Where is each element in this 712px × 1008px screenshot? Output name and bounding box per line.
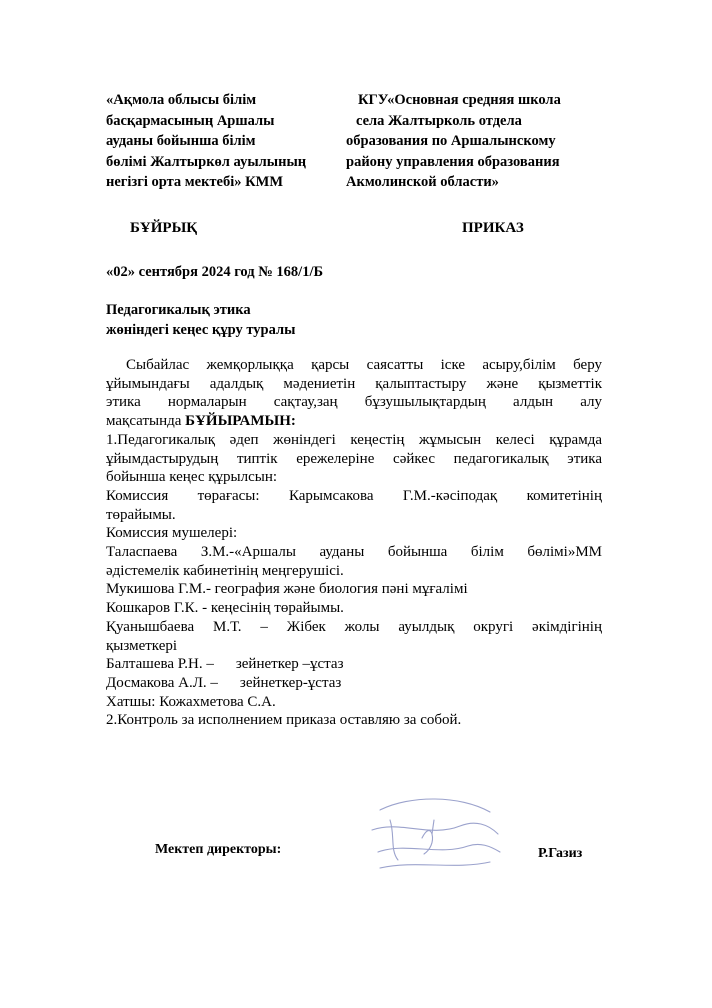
header-kazakh-line: ауданы бойынша білім bbox=[106, 133, 256, 149]
intro-last-line bbox=[106, 412, 602, 431]
header-kazakh-line: «Ақмола облысы білім bbox=[106, 92, 257, 108]
header-kazakh-line: негізгі орта мектебі» КММ bbox=[106, 174, 284, 190]
member-line: Қуанышбаева М.Т. – Жібек жолы ауылдық округі әкімдігінің bbox=[106, 618, 602, 635]
header-russian bbox=[346, 90, 561, 193]
director-name: Р.Газиз bbox=[538, 846, 583, 861]
title-russian: ПРИКАЗ bbox=[462, 220, 524, 236]
decree-word: БҰЙЫРАМЫН: bbox=[185, 413, 296, 430]
order-date-number: «02» сентября 2024 год № 168/1/Б bbox=[106, 264, 324, 280]
member-name: Балташева Р.Н. – bbox=[106, 656, 214, 673]
member-line: Мукишова Г.М.- география және биология пәні мұғалімі bbox=[106, 581, 468, 598]
title-kazakh: БҰЙРЫҚ bbox=[130, 220, 198, 236]
header-russian-line: КГУ«Основная средняя школа bbox=[358, 92, 561, 108]
intro-line: этика нормаларын сақтау,заң бұзушылықтардың алдын алу bbox=[106, 394, 602, 411]
header-russian-line: образования по Аршалынскому bbox=[346, 133, 556, 149]
header-kazakh-line: бөлімі Жалтыркөл ауылының bbox=[106, 153, 307, 170]
header-russian-line: села Жалтырколь отдела bbox=[356, 112, 522, 129]
handwritten-signature-icon bbox=[360, 790, 510, 880]
order-body bbox=[106, 356, 602, 730]
subject-line: жөніндегі кеңес құру туралы bbox=[106, 322, 296, 338]
header-kazakh bbox=[106, 90, 306, 193]
member-line: Таласпаева З.М.-«Аршалы ауданы бойынша білім бөлімі»ММ bbox=[106, 544, 602, 561]
member-line bbox=[106, 674, 602, 693]
member-line bbox=[106, 655, 602, 674]
order-subject bbox=[106, 300, 295, 340]
director-label: Мектеп директоры: bbox=[155, 842, 282, 857]
paragraph-2: 2.Контроль за исполнением приказа оставляю за собой. bbox=[106, 712, 462, 729]
member-role: зейнеткер –ұстаз bbox=[235, 656, 344, 673]
member-line: қызметкері bbox=[106, 637, 178, 654]
subject-line: Педагогикалық этика bbox=[106, 302, 251, 318]
chair-line: төрайымы. bbox=[106, 506, 176, 523]
member-name: Досмакова А.Л. – bbox=[106, 674, 218, 691]
secretary-line: Хатшы: Кожахметова С.А. bbox=[106, 693, 276, 710]
paragraph-1-line: бойынша кеңес құрылсын: bbox=[106, 469, 278, 486]
chair-line: Комиссия төрағасы: Карымсакова Г.М.-кәсіподақ комитетінің bbox=[106, 487, 602, 504]
header-kazakh-line: басқармасының Аршалы bbox=[106, 112, 275, 129]
paragraph-1-line: 1.Педагогикалық әдеп жөніндегі кеңестің жұмысын келесі құрамда bbox=[106, 431, 602, 448]
member-role: зейнеткер-ұстаз bbox=[239, 674, 342, 691]
paragraph-1-line: ұйымдастырудың типтік ережелеріне сәйкес педагогикалық этика bbox=[106, 450, 602, 467]
intro-line: Сыбайлас жемқорлыққа қарсы саясатты іске асыру,білім беру bbox=[126, 357, 602, 373]
members-label: Комиссия мушелері: bbox=[106, 525, 238, 542]
header-russian-line: району управления образования bbox=[346, 153, 560, 170]
intro-last-text: мақсатында bbox=[106, 413, 186, 430]
intro-line: ұйымындағы адалдық мәдениетін қалыптастыру және қызметтік bbox=[106, 375, 602, 392]
member-line: Кошкаров Г.К. - кеңесінің төрайымы. bbox=[106, 600, 344, 617]
header-russian-line: Акмолинской области» bbox=[346, 174, 499, 190]
member-line: әдістемелік кабинетінің меңгерушісі. bbox=[106, 562, 344, 579]
